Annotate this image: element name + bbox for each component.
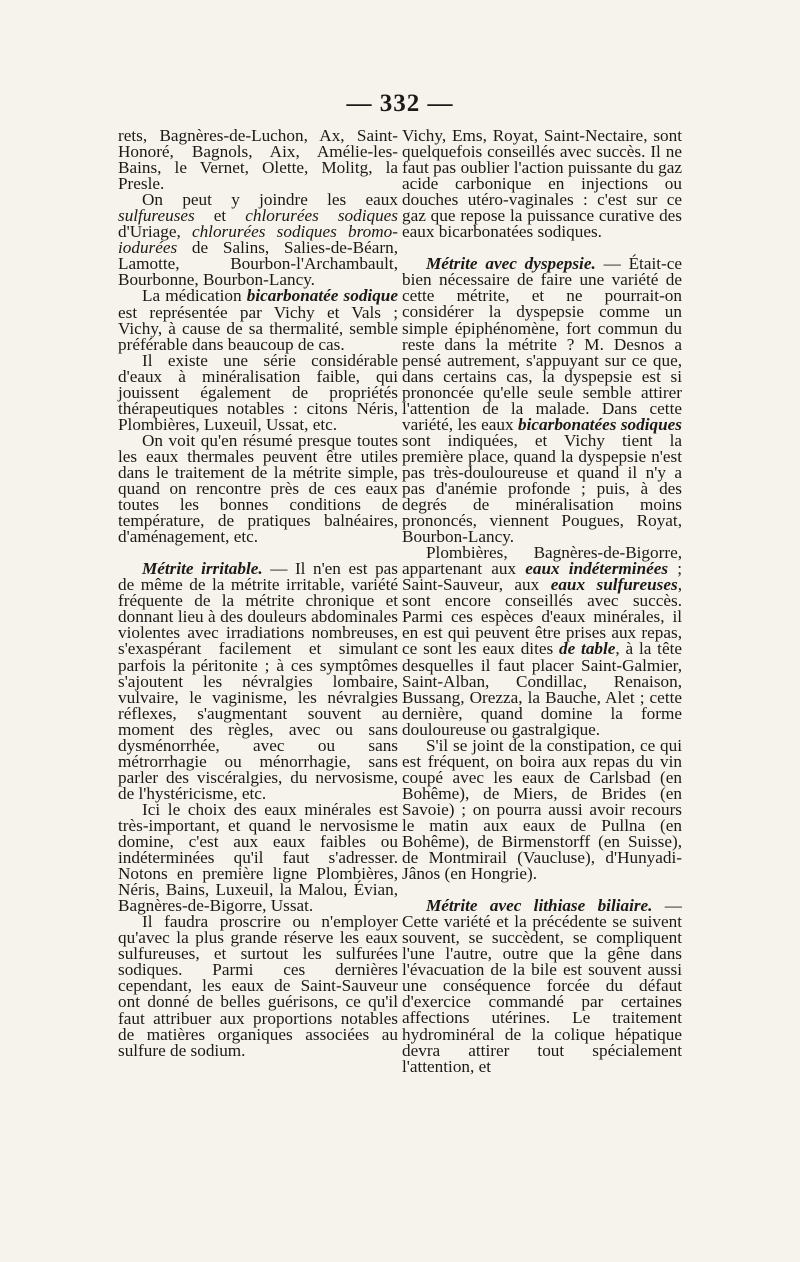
italic-term: eaux indéterminées — [525, 559, 669, 579]
text-run: d'Uriage, — [118, 222, 192, 242]
text-run: de Salins, Salies-de-Béarn, Lamotte, Bourbon-l'Archambault, Bourbonne, Bourbon-Lancy. — [118, 238, 398, 290]
section-heading: Métrite irritable. — [142, 559, 263, 579]
paragraph: Il faudra proscrire ou n'employer qu'avec la plus grande réserve les eaux sulfureuses, et surtout les sulfurées sodiques. Parmi ces dernières cependant, les eaux de Saint-Sauveur ont donné de belles guérisons, ce qu'il faut attribuer aux proportions notables de matières organiques associées au sulfure de sodium. — [118, 912, 398, 1060]
text-run: , à la tête desquelles il faut placer Saint-Galmier, Saint-Alban, Condillac, Renaison, Bussang, Orezza, la Bauche, Alet ; cette dernière, quand domine la forme douloureuse ou gastralgique. — [402, 639, 682, 739]
text-run: Plombières, Bagnères-de-Bigorre, appartenant aux — [402, 543, 682, 579]
section-paragraph — [118, 561, 398, 802]
italic-term: bicarbonatées sodiques — [518, 414, 682, 434]
left-column — [118, 128, 398, 1059]
text-run: — Il n'en est pas de même de la métrite irritable, variété fréquente de la métrite chronique et donnant lieu à des douleurs abdominales violentes avec irradiations nombreuses, s'exaspérant facilement et simulant parfois la péritonite ; à ces symptômes s'ajoutent les névralgies lombaire, vulvaire, le vaginisme, les névralgies réflexes, s'augmentant souvent au moment des règles, avec ou sans dysménorrhée, avec ou sans métrorrhagie ou ménorrhagie, sans parler des viscéralgies, du nervosisme, de l'hystéricisme, etc. — [118, 559, 398, 803]
paragraph: Il existe une série considérable d'eaux à minéralisation faible, qui jouissent également de propriétés thérapeutiques notables : citons Néris, Plombières, Luxeuil, Ussat, etc. — [118, 350, 398, 434]
paragraph: rets, Bagnères-de-Luchon, Ax, Saint-Honoré, Bagnols, Aix, Amélie-les-Bains, le Vernet, Olette, Molitg, la Presle. — [118, 126, 398, 194]
italic-term: de table — [559, 639, 616, 659]
text-run: — Cette variété et la précédente se suivent souvent, se succèdent, se compliquent l'une l'autre, outre que la gêne dans l'évacuation de la bile est souvent aussi une conséquence forcée du défaut d'exercice commandé par certaines affections utérines. Le traitement hydrominéral de la colique hépatique devra attirer tout spécialement l'attention, et — [402, 896, 682, 1076]
italic-term: eaux sulfureuses — [550, 575, 678, 595]
italic-term: bicarbonatée sodique — [246, 286, 398, 306]
paragraph: Vichy, Ems, Royat, Saint-Nectaire, sont quelquefois conseillés avec succès. Il ne faut pas oublier l'action puissante du gaz acide carbonique en injections ou douches utéro-vaginales : c'est sur ce gaz que repose la puissance curative des eaux bicarbonatées sodiques. — [402, 126, 682, 242]
paragraph — [402, 545, 682, 738]
paragraph: S'il se joint de la constipation, ce qui est fréquent, on boira aux repas du vin coupé avec les eaux de Carlsbad (en Bohême), de Miers, de Brides (en Savoie) ; on pourra aussi avoir recours le matin aux eaux de Pullna (en Bohême), de Birmenstorff (en Suisse), de Montmirail (Vaucluse), d'Hunyadi-Jânos (en Hongrie). — [402, 735, 682, 884]
paragraph — [118, 192, 398, 288]
text-run: — Était-ce bien nécessaire de faire une variété de cette métrite, et ne pourrait-on considérer la dyspepsie comme un simple épiphénomène, fort commun du reste dans la métrite ? M. Desnos a pensé autrement, s'appuyant sur ce que, dans certains cas, la dyspepsie est si prononcée qu'elle seule semble attirer l'attention de la malade. Dans cette variété, les eaux — [402, 254, 682, 434]
text-run: sont indiquées, et Vichy tient la première place, quand la dyspepsie n'est pas très-douloureuse et quand il n'y a pas d'anémie profonde ; puis, à des degrés de minéralisation moins prononcés, viennent Pougues, Royat, Bourbon-Lancy. — [402, 430, 682, 547]
paragraph: On voit qu'en résumé presque toutes les eaux thermales peuvent être utiles dans le traitement de la métrite simple, quand on rencontre près de ces eaux toutes les bonnes conditions de température, de pratiques balnéaires, d'aménagement, etc. — [118, 430, 398, 547]
section-paragraph — [402, 256, 682, 545]
text-run: et — [194, 206, 246, 226]
italic-term: sulfureuses — [118, 206, 195, 226]
italic-term: chlorurées sodiques — [245, 206, 398, 226]
text-run: , sont encore conseillés avec succès. Parmi ces espèces d'eaux minérales, il en est qui peuvent être prises aux repas, ce sont les eaux dites — [402, 575, 682, 659]
text-run: ; Saint-Sauveur, aux — [402, 559, 682, 595]
text-run: est représentée par Vichy et Vals ; Vichy, à cause de sa thermalité, semble préférable dans beaucoup de cas. — [118, 302, 398, 354]
paragraph — [118, 288, 398, 352]
text-run: On peut y joindre les eaux — [142, 190, 398, 210]
italic-term: chlorurées sodiques bromo-iodurées — [118, 222, 398, 258]
page-number: — 332 — — [346, 90, 454, 117]
paragraph: Ici le choix des eaux minérales est très-important, et quand le nervosisme domine, c'est aux eaux faibles ou indéterminées qu'il faut s'adresser. Notons en première ligne Plombières, Néris, Bains, Luxeuil, la Malou, Évian, Bagnères-de-Bigorre, Ussat. — [118, 799, 398, 916]
right-column — [402, 128, 682, 1075]
section-heading: Métrite avec dyspepsie. — [426, 254, 596, 274]
section-heading: Métrite avec lithiase biliaire. — [426, 896, 653, 916]
section-paragraph — [402, 898, 682, 1075]
text-run: La médication — [142, 286, 247, 306]
